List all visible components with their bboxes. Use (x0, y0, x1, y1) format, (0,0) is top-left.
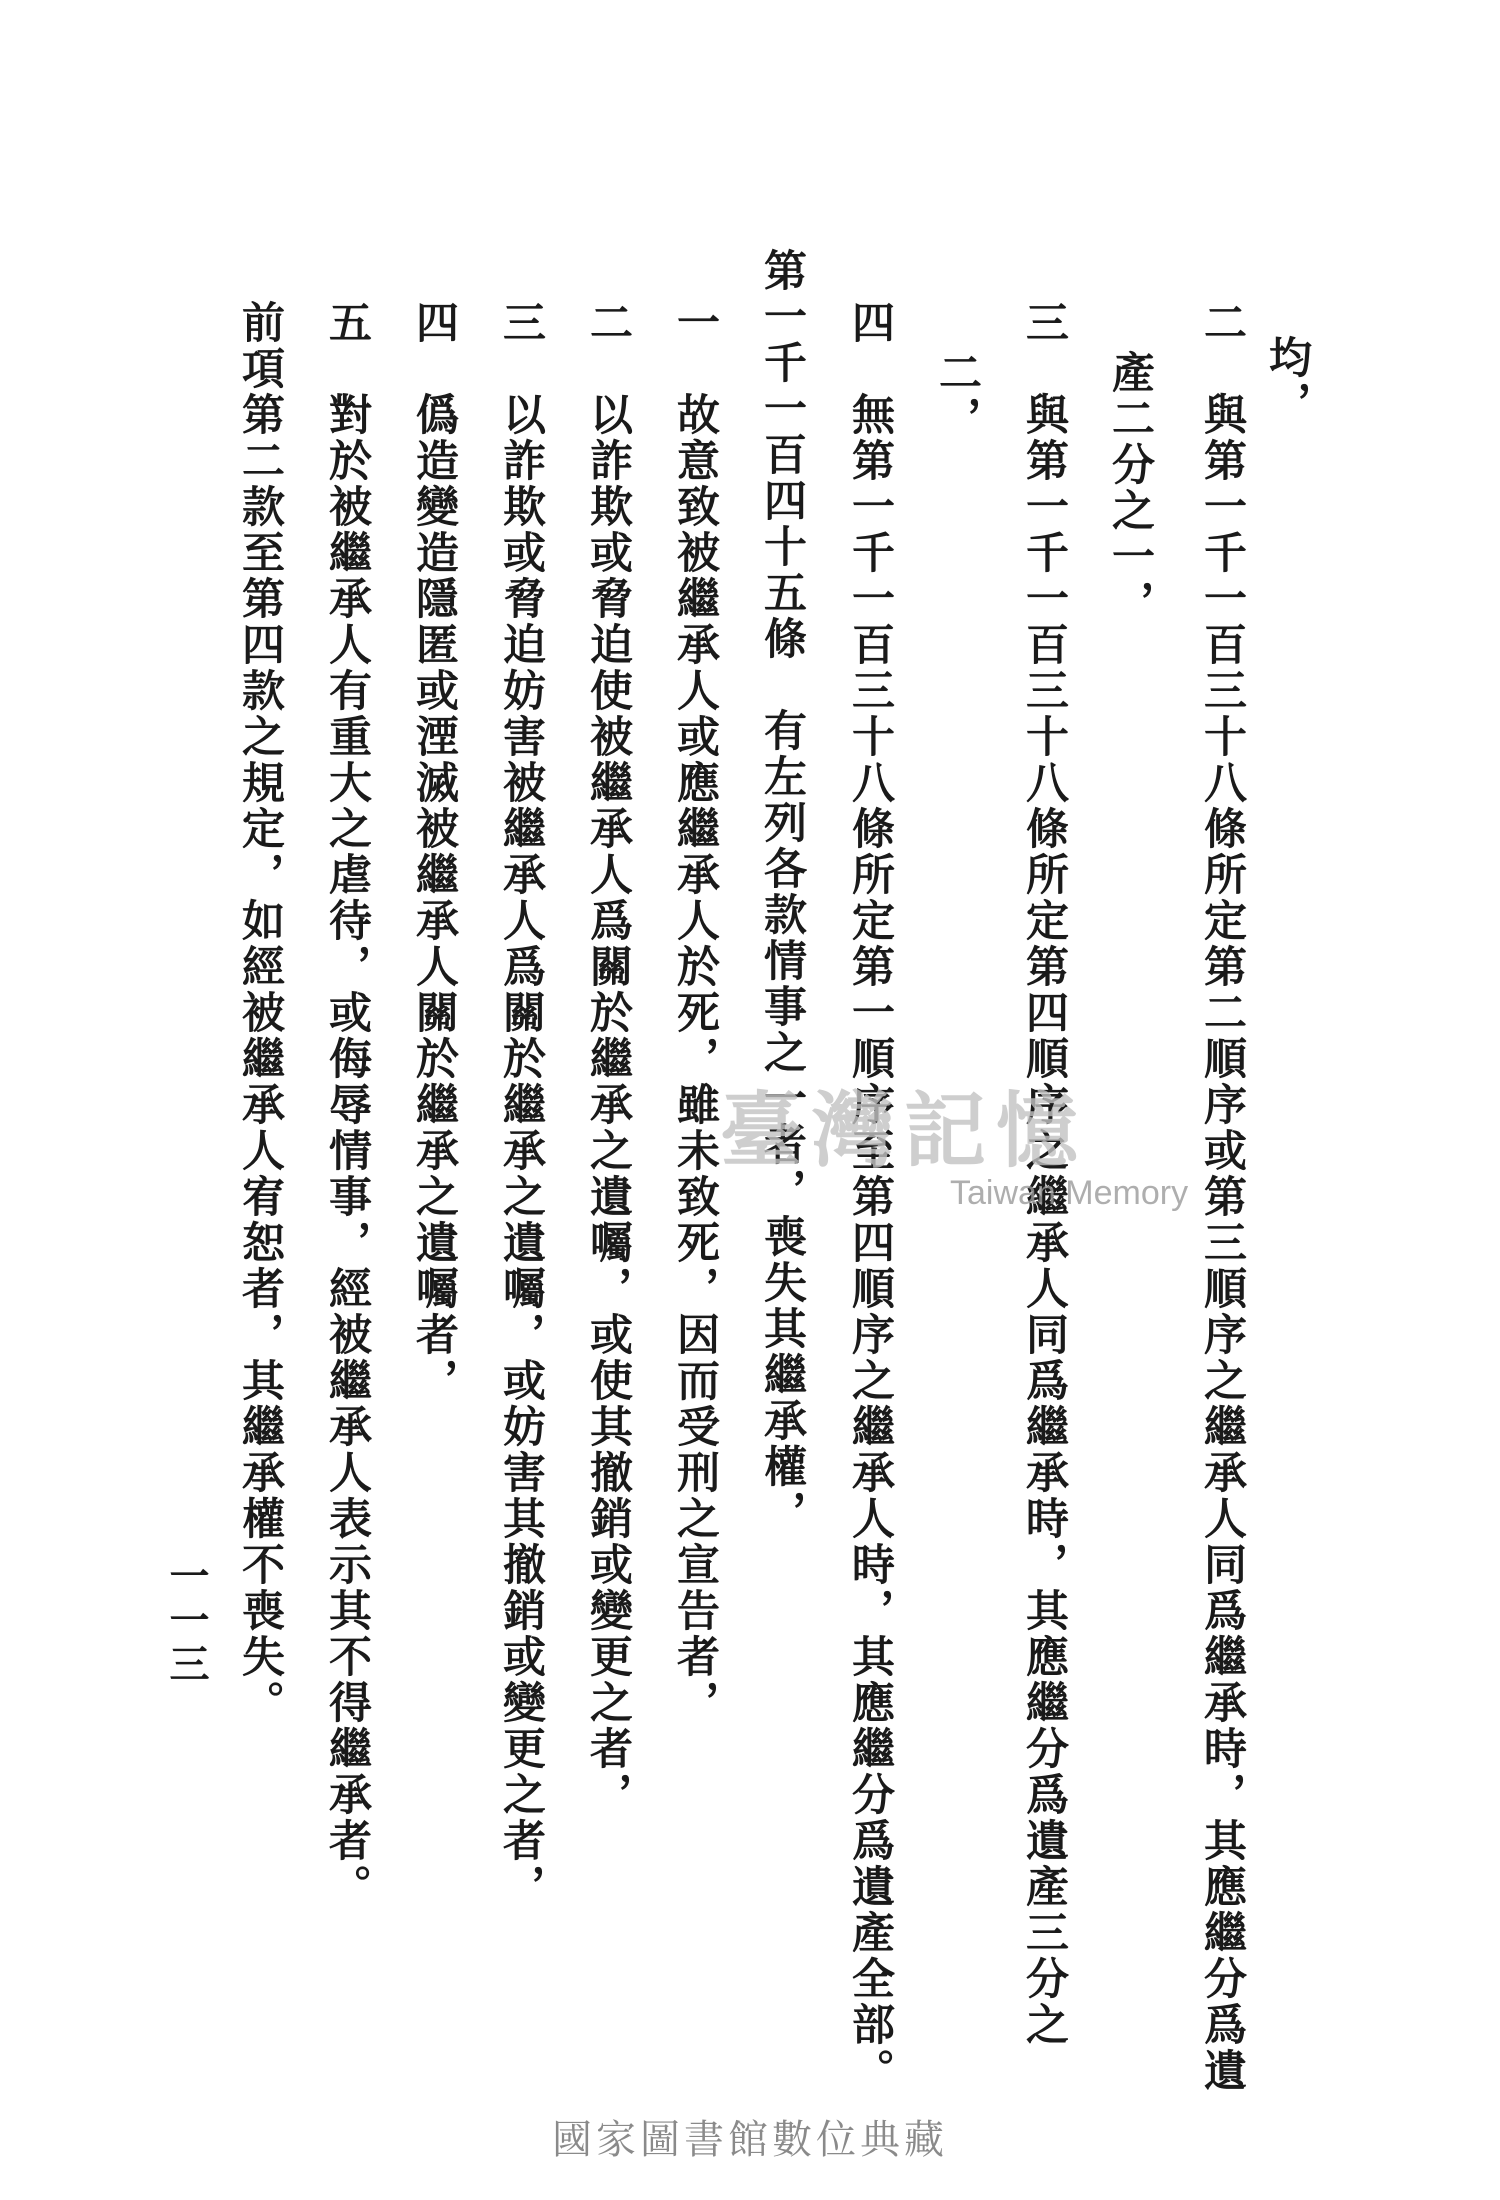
text-column-9: 二 以詐欺或脅迫使被繼承人爲關於繼承之遺囑，或使其撤銷或變更之者， (583, 300, 633, 1818)
text-column-7: 第一千一百四十五條 有左列各款情事之一者，喪失其繼承權， (757, 248, 807, 1536)
text-column-10: 三 以詐欺或脅迫妨害被繼承人爲關於繼承之遺囑，或妨害其撤銷或變更之者， (496, 300, 546, 1910)
watermark-chinese: 臺灣記憶 (720, 1083, 1089, 1179)
text-column-1: 均， (1262, 335, 1312, 427)
footer-caption: 國家圖書館數位典藏 (552, 2117, 948, 2163)
page-number: 一一三 (163, 1555, 210, 1687)
text-column-8: 一 故意致被繼承人或應繼承人於死，雖未致死，因而受刑之宣告者， (670, 300, 720, 1726)
text-column-2: 二 與第一千一百三十八條所定第二順序或第三順序之繼承人同爲繼承時，其應繼分爲遺 (1197, 300, 1247, 2094)
watermark-english: Taiwan Memory (950, 1174, 1189, 1212)
text-column-13: 前項第二款至第四款之規定，如經被繼承人宥恕者，其繼承權不喪失。 (235, 300, 285, 1726)
text-column-5: 二， (932, 350, 982, 442)
text-column-4: 三 與第一千一百三十八條所定第四順序之繼承人同爲繼承時，其應繼分爲遺產三分之 (1019, 300, 1069, 2048)
text-column-6: 四 無第一千一百三十八條所定第一順序至第四順序之繼承人時，其應繼分爲遺產全部。 (845, 300, 895, 2094)
text-column-12: 五 對於被繼承人有重大之虐待，或侮辱情事，經被繼承人表示其不得繼承者。 (322, 300, 372, 1910)
text-column-11: 四 僞造變造隱匿或湮滅被繼承人關於繼承之遺囑者， (409, 300, 459, 1404)
text-column-3: 產二分之一， (1105, 350, 1155, 626)
watermark-logo (720, 1083, 1200, 1250)
